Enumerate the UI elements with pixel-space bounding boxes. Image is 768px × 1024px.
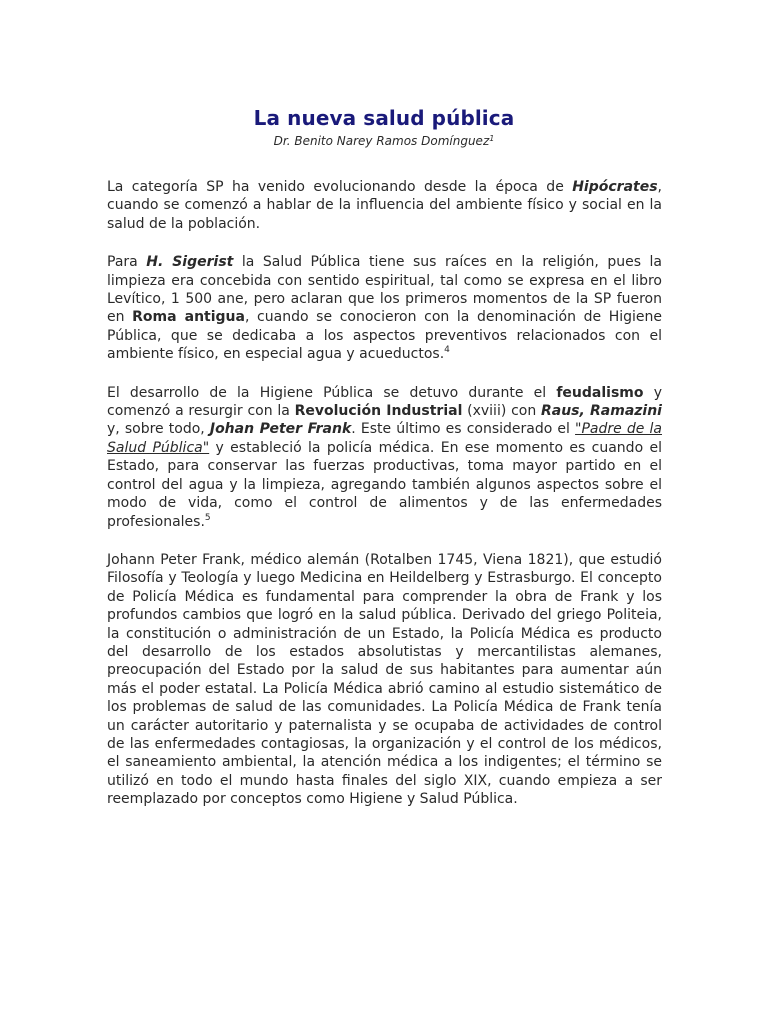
- paragraph-3: [107, 384, 662, 531]
- paragraph-1: [107, 178, 662, 233]
- document-author: [0, 134, 768, 148]
- p2-sigerist: H. Sigerist: [146, 254, 234, 271]
- p3-footnote-ref: 5: [204, 512, 211, 523]
- p3-revolucion-industrial: Revolución Industrial: [294, 403, 463, 420]
- paragraph-4: Johann Peter Frank, médico alemán (Rotalben 1745, Viena 1821), que estudió Filosofía y Teología y luego Medicina en Heildelberg y Estrasburgo. El concepto de Policía Médica es fundamental para comprender la obra de Frank y los profundos cambios que logró en la salud pública. Derivado del griego Politeia, la constitución o administración de un Estado, la Policía Médica es producto del desarrollo de los estados absolutistas y mercantilistas alemanes, preocupación del Estado por la salud de sus habitantes para aumentar aún más el poder estatal. La Policía Médica abrió camino al estudio sistemático de los problemas de salud de las comunidades. La Policía Médica de Frank tenía un carácter autoritario y paternalista y se ocupaba de actividades de control de las enfermedades contagiosas, la organización y el control de los médicos, el saneamiento ambiental, la atención médica a los indigentes; el término se utilizó en todo el mundo hasta finales del siglo XIX, cuando empieza a ser reemplazado por conceptos como Higiene y Salud Pública.: [107, 551, 662, 808]
- p1-text-1: La categoría SP ha venido evolucionando desde la época de: [107, 179, 573, 195]
- p3-text-2: y comenzó a resurgir con la: [107, 384, 662, 420]
- p3-text-4: y, sobre todo,: [107, 421, 210, 438]
- document-title: La nueva salud pública: [253, 106, 515, 130]
- document-body: [107, 178, 662, 809]
- p2-text-3: , cuando se conocieron con la denominación de Higiene Pública, que se dedicaba a los aspectos preventivos relacionados con el ambiente físico, en especial agua y acueductos.: [107, 309, 663, 363]
- author-footnote-ref: 1: [489, 134, 495, 143]
- p2-text-1: Para: [107, 254, 147, 271]
- author-name: Dr. Benito Narey Ramos Domínguez: [273, 134, 490, 148]
- p1-text-2: , cuando se comenzó a hablar de la influencia del ambiente físico y social en la salud de la población.: [107, 179, 662, 232]
- p1-hipocrates: Hipócrates: [572, 179, 658, 195]
- p2-footnote-ref: 4: [444, 345, 450, 356]
- p3-text-5: . Este último es considerado el: [351, 421, 576, 438]
- p3-padre-salud-publica: "Padre de la Salud Pública": [107, 421, 662, 456]
- p2-roma-antigua: Roma antigua: [132, 309, 245, 326]
- p3-text-1: El desarrollo de la Higiene Pública se detuvo durante el: [107, 384, 557, 401]
- p3-johan-peter-frank: Johan Peter Frank: [209, 421, 352, 438]
- p3-text-3: (xviii) con: [462, 403, 541, 420]
- p3-raus-ramazini: Raus, Ramazini: [540, 403, 662, 420]
- p2-text-2: la Salud Pública tiene sus raíces en la religión, pues la limpieza era concebida con sentido espiritual, tal como se expresa en el libro Levítico, 1 500 ane, pero aclaran que los primeros momentos de la SP fueron en: [107, 254, 662, 326]
- paragraph-2: [107, 253, 662, 363]
- p3-feudalismo: feudalismo: [556, 384, 644, 401]
- p3-text-6: y estableció la policía médica. En ese momento es cuando el Estado, para conservar las fuerzas productivas, toma mayor partido en el control del agua y la limpieza, agregando también algunos aspectos sobre el modo de vida, como el control de alimentos y de las enfermedades profesionales.: [107, 439, 662, 530]
